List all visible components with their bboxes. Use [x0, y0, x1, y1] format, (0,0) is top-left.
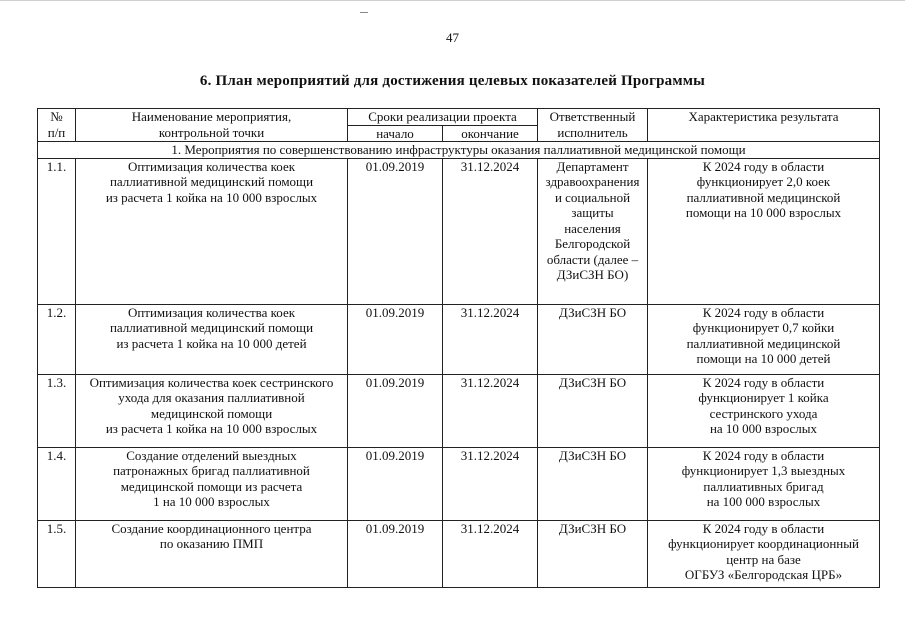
row-name — [76, 520, 348, 587]
header-responsible-line1: Ответственный — [549, 109, 636, 124]
name-line: из расчета 1 койка на 10 000 детей — [116, 335, 307, 351]
name-line: Оптимизация количества коек — [127, 304, 296, 320]
name-line: паллиативной медицинский помощи — [109, 174, 314, 189]
responsible-line: защиты — [571, 205, 614, 220]
result-line: К 2024 году в области — [702, 520, 825, 536]
name-line: по оказанию ПМП — [159, 536, 264, 551]
result-line: К 2024 году в области — [702, 374, 825, 390]
result-line: функционирует 1,3 выездных — [681, 463, 846, 478]
table-row — [38, 304, 880, 374]
responsible-line: ДЗиСЗН БО — [558, 304, 627, 320]
row-number: 1.1. — [38, 158, 76, 304]
page-title: 6. План мероприятий для достижения целевых показателей Программы — [199, 73, 706, 89]
row-end-date: 31.12.2024 — [443, 304, 538, 374]
section-title: 1. Мероприятия по совершенствованию инфраструктуры оказания паллиативной медицинской помощи — [38, 142, 880, 159]
row-result — [648, 304, 880, 374]
row-start-date: 01.09.2019 — [348, 304, 443, 374]
result-line: К 2024 году в области — [702, 447, 825, 463]
responsible-line: населения — [564, 220, 621, 236]
header-period: Сроки реализации проекта — [348, 109, 538, 126]
row-name — [76, 374, 348, 447]
result-line: функционирует 2,0 коек — [696, 174, 831, 189]
name-line: Оптимизация количества коек сестринского — [89, 374, 334, 390]
name-line: из расчета 1 койка на 10 000 взрослых — [105, 421, 318, 436]
section-row — [38, 142, 880, 159]
result-line: паллиативных бригад — [703, 478, 824, 494]
result-line: К 2024 году в области — [702, 304, 825, 320]
row-result — [648, 158, 880, 304]
table-row — [38, 447, 880, 520]
row-responsible — [538, 520, 648, 587]
responsible-line: Белгородской — [554, 236, 631, 251]
scan-mark — [360, 12, 368, 13]
table-row — [38, 374, 880, 447]
name-line: патронажных бригад паллиативной — [113, 463, 310, 478]
row-responsible — [538, 304, 648, 374]
name-line: Оптимизация количества коек — [127, 158, 296, 174]
page-number: 47 — [446, 30, 459, 45]
header-num-line2: п/п — [47, 124, 66, 140]
result-line: функционирует 0,7 койки — [692, 320, 835, 335]
name-line: Создание отделений выездных — [126, 447, 297, 463]
row-responsible — [538, 374, 648, 447]
row-number: 1.3. — [38, 374, 76, 447]
responsible-line: здравоохранения — [545, 174, 640, 189]
responsible-line: области (далее – — [546, 251, 639, 267]
responsible-line: Департамент — [556, 158, 629, 174]
name-line: из расчета 1 койка на 10 000 взрослых — [105, 189, 318, 205]
result-line: К 2024 году в области — [702, 158, 825, 174]
row-end-date: 31.12.2024 — [443, 520, 538, 587]
header-responsible — [538, 109, 648, 142]
name-line: медицинской помощи из расчета — [120, 478, 303, 494]
plan-table — [37, 108, 880, 588]
row-responsible — [538, 447, 648, 520]
result-line: помощи на 10 000 детей — [696, 351, 831, 366]
header-end: окончание — [443, 125, 538, 142]
row-number: 1.4. — [38, 447, 76, 520]
row-result — [648, 520, 880, 587]
responsible-line: ДЗиСЗН БО — [558, 374, 627, 390]
name-line: 1 на 10 000 взрослых — [153, 494, 270, 509]
result-line: ОГБУЗ «Белгородская ЦРБ» — [684, 567, 843, 582]
row-start-date: 01.09.2019 — [348, 374, 443, 447]
header-num — [38, 109, 76, 142]
header-responsible-line2: исполнитель — [557, 124, 628, 140]
row-start-date: 01.09.2019 — [348, 520, 443, 587]
row-result — [648, 374, 880, 447]
header-name-line1: Наименование мероприятия, — [131, 109, 292, 124]
row-name — [76, 304, 348, 374]
result-line: функционирует 1 койка — [698, 390, 829, 405]
responsible-line: ДЗиСЗН БО) — [556, 267, 629, 282]
header-num-line1: № — [50, 109, 63, 124]
row-responsible — [538, 158, 648, 304]
top-edge-line — [0, 0, 905, 1]
result-line: на 10 000 взрослых — [709, 421, 818, 436]
responsible-line: ДЗиСЗН БО — [558, 520, 627, 536]
name-line: медицинской помощи — [150, 405, 273, 421]
row-name — [76, 158, 348, 304]
header-name-line2: контрольной точки — [158, 124, 265, 140]
result-line: паллиативной медицинской — [686, 335, 841, 351]
result-line: паллиативной медицинской — [686, 189, 841, 205]
row-end-date: 31.12.2024 — [443, 374, 538, 447]
result-line: сестринского ухода — [709, 405, 818, 421]
table-row — [38, 158, 880, 304]
row-result — [648, 447, 880, 520]
header-name — [76, 109, 348, 142]
responsible-line: и социальной — [554, 189, 631, 205]
header-row-1 — [38, 109, 880, 126]
row-start-date: 01.09.2019 — [348, 158, 443, 304]
header-start: начало — [348, 125, 443, 142]
table-row — [38, 520, 880, 587]
result-line: функционирует координационный — [668, 536, 859, 551]
row-end-date: 31.12.2024 — [443, 447, 538, 520]
result-line: помощи на 10 000 взрослых — [685, 205, 842, 220]
row-name — [76, 447, 348, 520]
row-start-date: 01.09.2019 — [348, 447, 443, 520]
name-line: Создание координационного центра — [111, 520, 312, 536]
header-result: Характеристика результата — [648, 109, 880, 142]
row-number: 1.5. — [38, 520, 76, 587]
responsible-line: ДЗиСЗН БО — [558, 447, 627, 463]
name-line: ухода для оказания паллиативной — [118, 390, 305, 405]
name-line: паллиативной медицинский помощи — [109, 320, 314, 335]
result-line: на 100 000 взрослых — [706, 494, 821, 509]
result-line: центр на базе — [726, 551, 801, 567]
row-end-date: 31.12.2024 — [443, 158, 538, 304]
row-number: 1.2. — [38, 304, 76, 374]
